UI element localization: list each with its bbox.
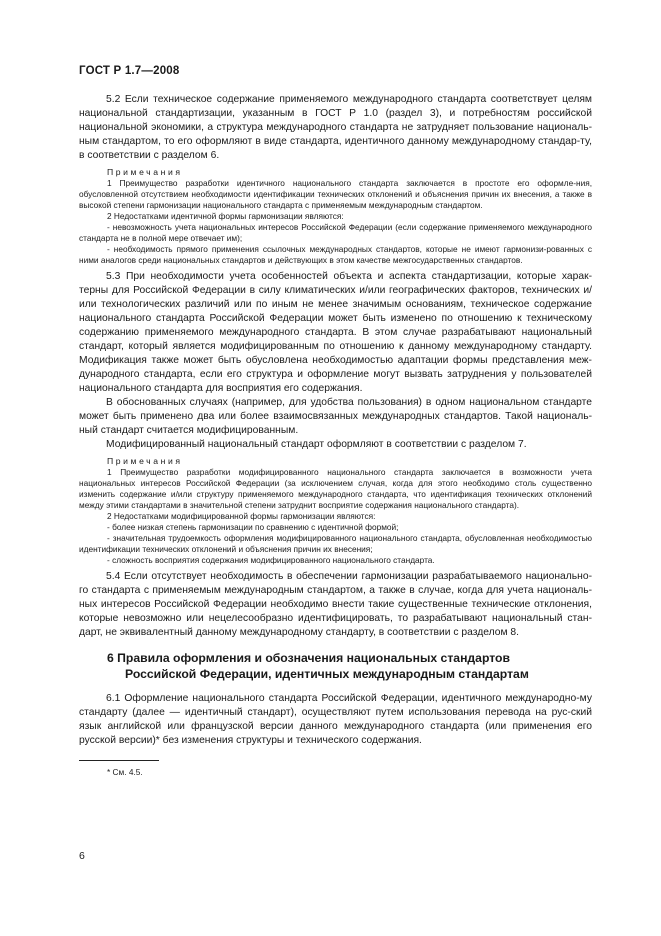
note-item: - невозможность учета национальных интересов Российской Федерации (если содержание применяемого международного стандарта не в полной мере отвечает им);: [79, 222, 592, 243]
page-number: 6: [79, 850, 85, 862]
paragraph: В обоснованных случаях (например, для удобства пользования) в одном национальном стандарте может быть применено два или более взаимосвязанных международных стандартов. Такой националь-ный стандарт считается модифицированным.: [79, 397, 592, 436]
paragraph-5-2: 5.2 Если техническое содержание применяемого международного стандарта соответствует целям национальной стандартизации, указанным в ГОСТ Р 1.0 (раздел 3), и потребностям российской национальной экономики, а структура международного стандарта не затрудняет пользование националь-ным стандартом, то его оформляют в виде стандарта, идентичного данному международному стандар-ту, в соответствии с разделом 6.: [79, 94, 592, 161]
note-item: 1 Преимущество разработки модифицированного национального стандарта заключается в возможности учета национальных интересов Российской Федерации (за исключением случая, когда для этого необходимо столь существенно изменить содержание и/или структуру применяемого международного стандарта, что идентификация технических отклонений между этими стандартами в значительной степени затруднит восприятие содержания национального стандарта).: [79, 467, 592, 510]
notes-heading: Примечания: [107, 456, 183, 466]
notes-heading: Примечания: [107, 167, 183, 177]
note-item: 2 Недостатками идентичной формы гармонизации являются:: [107, 211, 344, 221]
note-item: - необходимость прямого применения ссылочных международных стандартов, которые не имеют гармонизи-рованных с ними аналогов среди национальных стандартов и действующих в этом качестве межгосударственных стандартов.: [79, 244, 592, 265]
footnote-rule: [79, 760, 159, 761]
document-header: ГОСТ Р 1.7—2008: [79, 65, 180, 77]
note-item: 2 Недостатками модифицированной формы гармонизации являются:: [107, 511, 376, 521]
note-item: - более низкая степень гармонизации по сравнению с идентичной формой;: [107, 522, 399, 532]
document-body: [79, 93, 592, 778]
section-6-title: [79, 650, 592, 682]
note-item: - значительная трудоемкость оформления модифицированного национального стандарта, обусловленная необходимостью идентификации технических отклонений и объяснения причин их внесения;: [79, 533, 592, 554]
paragraph-5-3: 5.3 При необходимости учета особенностей объекта и аспекта стандартизации, которые харак-терны для Российской Федерации в силу климатических и/или географических факторов, технических и/или технологических различий или по иным не менее значимым основаниям, техническое содержание национального стандарта Российской Федерации может быть изменено по отношению к техническому содержанию применяемого международного стандарта. В этом случае разрабатывают национальный стандарт, который является модифицированным по отношению к данному международному стандарту. Модификация также может быть обусловлена необходимостью адаптации формы представления меж-дународного стандарта, если его структура и оформление могут вызвать затруднения у пользователей национального стандарта для восприятия его содержания.: [79, 271, 592, 394]
section-title-line2: Российской Федерации, идентичных международным стандартам: [125, 667, 529, 681]
note-item: - сложность восприятия содержания модифицированного национального стандарта.: [107, 555, 435, 565]
paragraph-5-4: 5.4 Если отсутствует необходимость в обеспечении гармонизации разрабатываемого национально-го стандарта с применяемым международным стандартом, а также в случае, когда для учета националь-ных интересов Российской Федерации необходимо внести такие существенные технические отклонения, которые невозможно или нецелесообразно идентифицировать, то разрабатывают национальный стан-дарт, не эквивалентный данному международному стандарту, в соответствии с разделом 8.: [79, 571, 592, 638]
note-item: 1 Преимущество разработки идентичного национального стандарта заключается в простоте его оформле-ния, обусловленной отсутствием необходимости идентификации технических отклонений и объяснения причин их внесения, а также в высокой степени гармонизации национального стандарта с применяемым международным стандартом.: [79, 178, 592, 210]
paragraph: Модифицированный национальный стандарт оформляют в соответствии с разделом 7.: [106, 439, 527, 450]
footnote: * См. 4.5.: [107, 767, 143, 777]
paragraph-6-1: 6.1 Оформление национального стандарта Российской Федерации, идентичного международно-му стандарту (далее — идентичный стандарт), осуществляют путем использования перевода на рус-ский язык английской или французской версии данного международного стандарта (или применения его русской версии)* без изменения структуры и технического содержания.: [79, 693, 592, 746]
section-title-line1: 6 Правила оформления и обозначения национальных стандартов: [107, 651, 510, 665]
